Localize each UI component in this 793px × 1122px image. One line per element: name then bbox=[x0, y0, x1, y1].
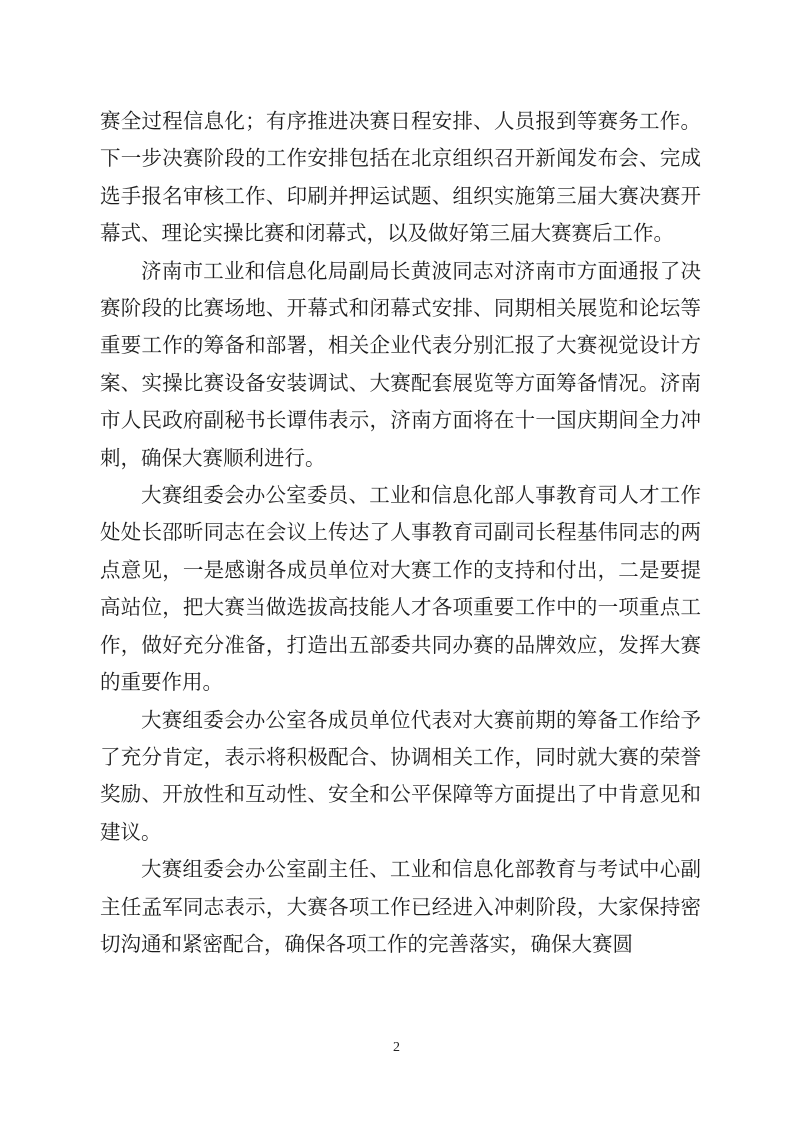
paragraph: 大赛组委会办公室委员、工业和信息化部人事教育司人才工作处处长邵昕同志在会议上传达了人事教育司副司长程基伟同志的两点意见，一是感谢各成员单位对大赛工作的支持和付出，二是要提高站位，把大赛当做选拔高技能人才各项重要工作中的一项重点工作，做好充分准备，打造出五部委共同办赛的品牌效应，发挥大赛的重要作用。 bbox=[100, 485, 701, 695]
paragraph-continuation: 赛全过程信息化；有序推进决赛日程安排、人员报到等赛务工作。下一步决赛阶段的工作安排包括在北京组织召开新闻发布会、完成选手报名审核工作、印刷并押运试题、组织实施第三届大赛决赛开幕式、理论实操比赛和闭幕式，以及做好第三届大赛赛后工作。 bbox=[100, 111, 701, 246]
page-footer bbox=[0, 1038, 793, 1058]
paragraph: 大赛组委会办公室副主任、工业和信息化部教育与考试中心副主任孟军同志表示，大赛各项工作已经进入冲刺阶段，大家保持密切沟通和紧密配合，确保各项工作的完善落实，确保大赛圆 bbox=[100, 859, 701, 956]
document-body-text bbox=[100, 104, 701, 964]
paragraph: 济南市工业和信息化局副局长黄波同志对济南市方面通报了决赛阶段的比赛场地、开幕式和闭幕式安排、同期相关展览和论坛等重要工作的筹备和部署，相关企业代表分别汇报了大赛视觉设计方案、实操比赛设备安装调试、大赛配套展览等方面筹备情况。济南市人民政府副秘书长谭伟表示，济南方面将在十一国庆期间全力冲刺，确保大赛顺利进行。 bbox=[100, 260, 701, 470]
page-number: 2 bbox=[393, 1040, 400, 1055]
paragraph: 大赛组委会办公室各成员单位代表对大赛前期的筹备工作给予了充分肯定，表示将积极配合、协调相关工作，同时就大赛的荣誉奖励、开放性和互动性、安全和公平保障等方面提出了中肯意见和建议。 bbox=[100, 709, 701, 844]
